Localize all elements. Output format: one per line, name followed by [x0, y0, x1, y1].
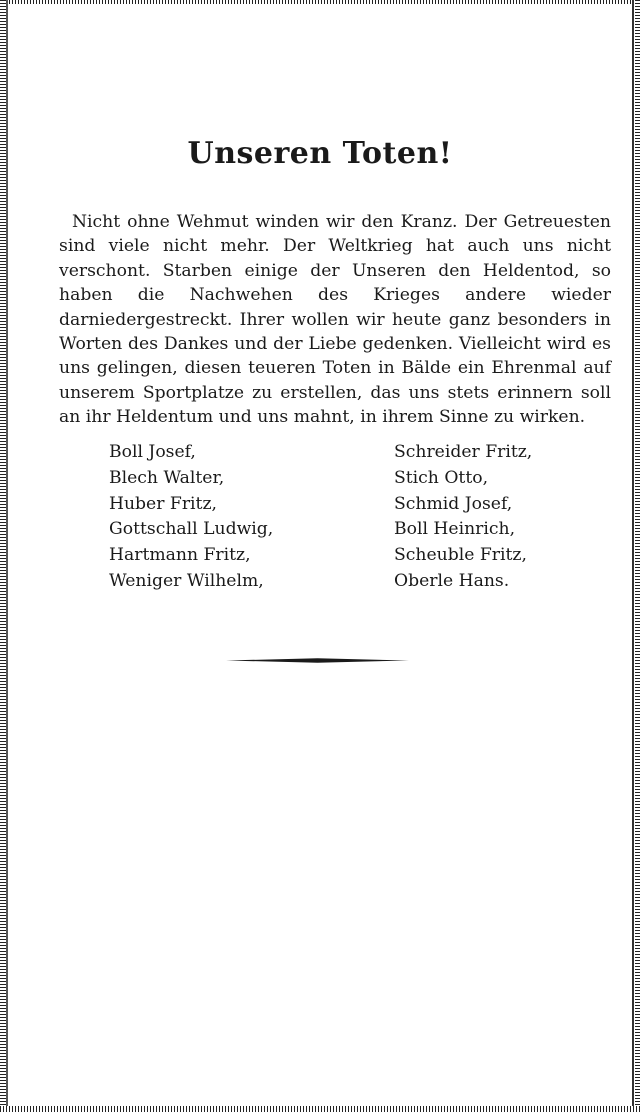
page-bottom-edge	[0, 1106, 640, 1112]
name-entry: Schreider Fritz,	[394, 442, 533, 462]
name-entry: Scheuble Fritz,	[394, 545, 527, 566]
name-entry: Boll Josef,	[109, 442, 196, 462]
name-entry: Schmid Josef,	[394, 493, 513, 514]
decorative-divider	[226, 658, 409, 663]
memorial-paragraph: Nicht ohne Wehmut winden wir den Kranz. Der Getreuesten sind viele nicht mehr. Der Weltkrieg hat auch uns nicht verschont. Starben einige der Unseren den Heldentod, so haben die Nachwehen des Krieges andere wieder darniedergestreckt. Ihrer wollen wir heute ganz besonders in Worten des Dankes und der Liebe gedenken. Vielleicht wird es uns gelingen, diesen teueren Toten in Bälde ein Ehrenmal auf unserem Sportplatze zu erstellen, das uns stets erinnern soll an ihr Heldentum und uns mahnt, in ihrem Sinne zu wirken.	[59, 212, 611, 428]
names-list-right	[394, 440, 532, 595]
page-top-edge	[0, 0, 640, 4]
page-title: Unseren Toten!	[187, 136, 453, 171]
name-entry: Oberle Hans.	[394, 570, 510, 591]
name-entry: Hartmann Fritz,	[109, 545, 251, 566]
name-entry: Stich Otto,	[394, 467, 489, 488]
name-entry: Blech Walter,	[109, 467, 225, 488]
name-entry: Gottschall Ludwig,	[109, 519, 274, 540]
names-list-left	[109, 440, 273, 595]
name-entry: Huber Fritz,	[109, 493, 217, 514]
name-entry: Boll Heinrich,	[394, 519, 516, 540]
name-entry: Weniger Wilhelm,	[109, 570, 264, 591]
